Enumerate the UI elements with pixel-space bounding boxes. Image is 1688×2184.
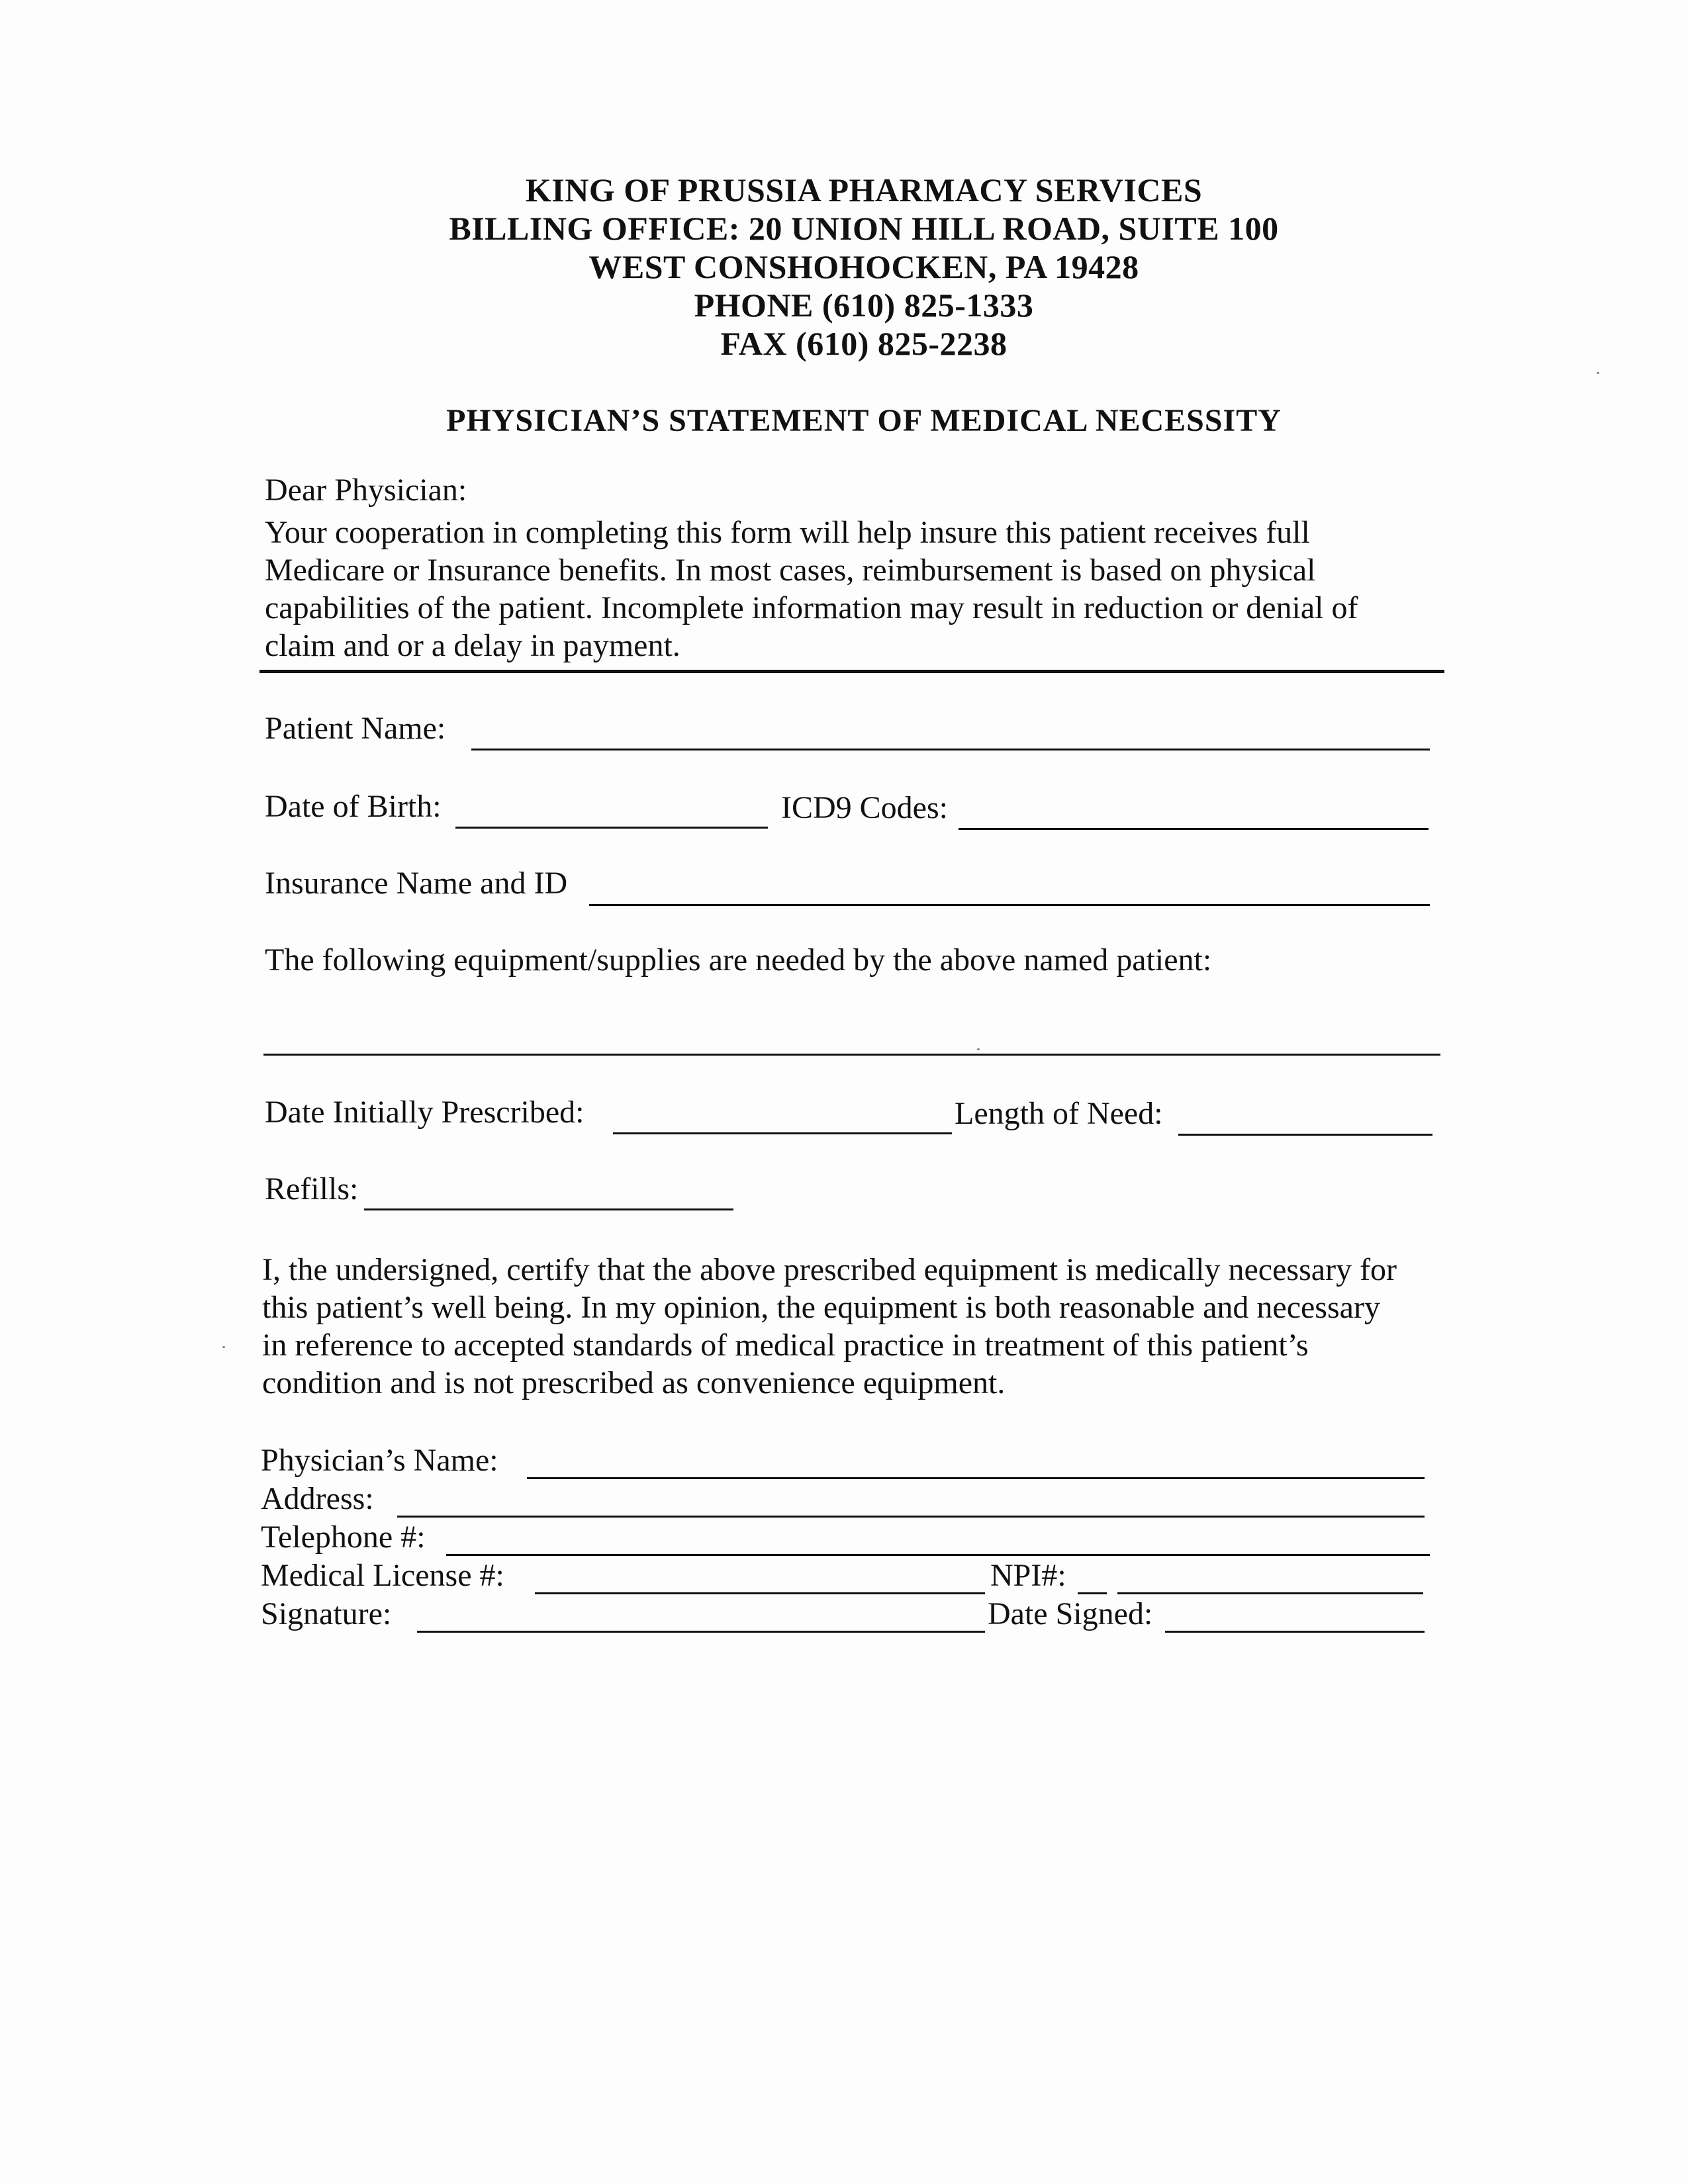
intro-line: Your cooperation in completing this form will help insure this patient receives full xyxy=(265,515,1310,550)
section-divider xyxy=(259,670,1444,673)
intro-line: capabilities of the patient. Incomplete information may result in reduction or denial of xyxy=(265,590,1358,625)
date-of-birth-line xyxy=(455,827,768,829)
fax-number: FAX (610) 825-2238 xyxy=(720,325,1008,362)
certification-line: I, the undersigned, certify that the above prescribed equipment is medically necessary for xyxy=(262,1252,1397,1287)
icd9-codes-label: ICD9 Codes: xyxy=(781,790,948,825)
intro-line: Medicare or Insurance benefits. In most cases, reimbursement is based on physical xyxy=(265,553,1316,588)
certification-line: in reference to accepted standards of medical practice in treatment of this patient’s xyxy=(262,1328,1309,1363)
patient-name-field[interactable] xyxy=(471,709,1430,748)
patient-name-line xyxy=(471,749,1430,751)
certification-line: condition and is not prescribed as convenience equipment. xyxy=(262,1365,1006,1400)
icd9-codes-field[interactable] xyxy=(959,789,1429,827)
refills-field[interactable] xyxy=(364,1170,733,1208)
physician-name-line xyxy=(527,1477,1425,1479)
signature-field[interactable] xyxy=(417,1595,985,1631)
npi-line xyxy=(1117,1592,1423,1594)
date-prescribed-label: Date Initially Prescribed: xyxy=(265,1095,585,1130)
salutation: Dear Physician: xyxy=(265,473,467,508)
physician-name-label: Physician’s Name: xyxy=(261,1443,498,1478)
refills-line xyxy=(364,1208,733,1210)
icd9-codes-line xyxy=(959,828,1429,830)
address-field[interactable] xyxy=(397,1480,1425,1516)
physician-name-field[interactable] xyxy=(527,1440,1425,1477)
length-of-need-line xyxy=(1178,1134,1432,1136)
date-of-birth-label: Date of Birth: xyxy=(265,789,442,824)
refills-label: Refills: xyxy=(265,1171,359,1206)
npi-short-line xyxy=(1078,1592,1107,1594)
date-signed-line xyxy=(1165,1631,1425,1633)
length-of-need-field[interactable] xyxy=(1178,1095,1432,1133)
equipment-prompt: The following equipment/supplies are needed by the above named patient: xyxy=(265,942,1212,978)
company-name: KING OF PRUSSIA PHARMACY SERVICES xyxy=(525,171,1203,208)
medical-license-line xyxy=(535,1592,985,1594)
medical-license-label: Medical License #: xyxy=(261,1558,504,1593)
letterhead xyxy=(0,171,1688,363)
insurance-label: Insurance Name and ID xyxy=(265,866,568,901)
date-signed-field[interactable] xyxy=(1165,1595,1425,1631)
intro-paragraph xyxy=(265,514,1358,664)
telephone-line xyxy=(446,1554,1430,1556)
date-prescribed-line xyxy=(613,1132,952,1134)
billing-office-address: BILLING OFFICE: 20 UNION HILL ROAD, SUITE 100 xyxy=(449,210,1279,247)
date-of-birth-field[interactable] xyxy=(455,788,768,826)
length-of-need-label: Length of Need: xyxy=(955,1096,1163,1131)
medical-license-field[interactable] xyxy=(535,1557,985,1592)
scan-speck xyxy=(977,1048,980,1050)
address-line xyxy=(397,1516,1425,1518)
telephone-field[interactable] xyxy=(446,1518,1430,1554)
insurance-line xyxy=(589,904,1430,906)
scan-speck xyxy=(1597,372,1599,374)
scan-speck xyxy=(222,1346,225,1348)
date-prescribed-field[interactable] xyxy=(613,1093,952,1132)
npi-label: NPI#: xyxy=(990,1558,1066,1593)
form-title: PHYSICIAN’S STATEMENT OF MEDICAL NECESSITY xyxy=(446,403,1282,438)
phone-number: PHONE (610) 825-1333 xyxy=(694,287,1034,324)
equipment-line xyxy=(263,1054,1440,1056)
signature-label: Signature: xyxy=(261,1596,392,1631)
address-label: Address: xyxy=(261,1481,374,1516)
patient-name-label: Patient Name: xyxy=(265,711,446,746)
npi-field[interactable] xyxy=(1117,1557,1423,1592)
certification-paragraph xyxy=(262,1251,1397,1402)
insurance-field[interactable] xyxy=(589,864,1430,903)
date-signed-label: Date Signed: xyxy=(988,1596,1153,1631)
signature-line xyxy=(417,1631,985,1633)
intro-line: claim and or a delay in payment. xyxy=(265,628,680,663)
certification-line: this patient’s well being. In my opinion, the equipment is both reasonable and necessary xyxy=(262,1290,1380,1325)
city-state-zip: WEST CONSHOHOCKEN, PA 19428 xyxy=(588,248,1139,285)
telephone-label: Telephone #: xyxy=(261,1520,426,1555)
equipment-field[interactable] xyxy=(263,1014,1440,1052)
